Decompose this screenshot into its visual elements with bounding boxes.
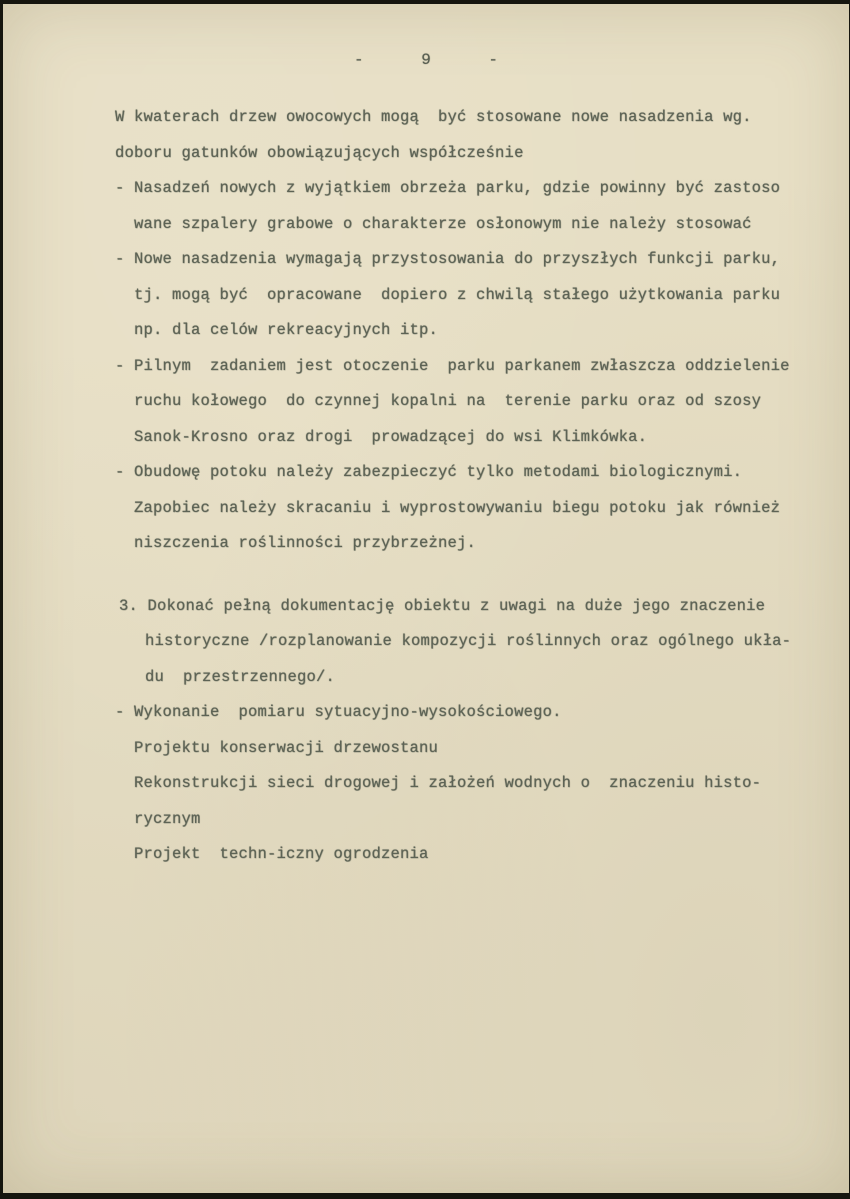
text-line: ruchu kołowego do czynnej kopalni na terenie parku oraz od szosy [134,392,762,410]
text-line: rycznym [134,809,201,828]
text-line: doboru gatunków obowiązujących współcześnie [115,143,524,162]
text-line: Projektu konserwacji drzewostanu [134,738,439,757]
text-line: - Pilnym zadaniem jest otoczenie parku parkanem zwłaszcza oddzielenie [115,356,790,375]
text-line: - Obudowę potoku należy zabezpieczyć tylko metodami biologicznymi. [115,463,743,481]
text-line: Zapobiec należy skracaniu i wyprostowywaniu biegu potoku jak również [134,498,781,517]
text-line: wane szpalery grabowe o charakterze osłonowym nie należy stosować [134,214,752,233]
text-line: Projekt techn-iczny ogrodzenia [134,845,429,863]
text-line: W kwaterach drzew owocowych mogą być stosowane nowe nasadzenia wg. [115,108,752,126]
text-line: - Nasadzeń nowych z wyjątkiem obrzeża parku, gdzie powinny być zastoso [115,179,781,197]
typewritten-body [3,100,849,873]
text-line: du przestrzennego/. [145,667,336,686]
text-line: 3. Dokonać pełną dokumentację obiektu z uwagi na duże jego znaczenie [119,596,766,615]
text-line: - Wykonanie pomiaru sytuacyjno-wysokościowego. [115,703,562,721]
paper-page [3,4,849,1193]
text-line: niszczenia roślinności przybrzeżnej. [134,534,477,552]
text-line: np. dla celów rekreacyjnych itp. [134,321,439,339]
paragraph-gap [115,562,849,589]
text-line: Sanok-Krosno oraz drogi prowadzącej do wsi Klimkówka. [134,427,648,446]
text-line: tj. mogą być opracowane dopiero z chwilą stałego użytkowania parku [134,285,781,304]
text-line: - Nowe nasadzenia wymagają przystosowania do przyszłych funkcji parku, [115,250,781,268]
text-line: historyczne /rozplanowanie kompozycji roślinnych oraz ogólnego ukła- [145,632,792,650]
text-line: Rekonstrukcji sieci drogowej i założeń wodnych o znaczeniu histo- [134,774,762,792]
page-number: - 9 - [353,51,498,69]
